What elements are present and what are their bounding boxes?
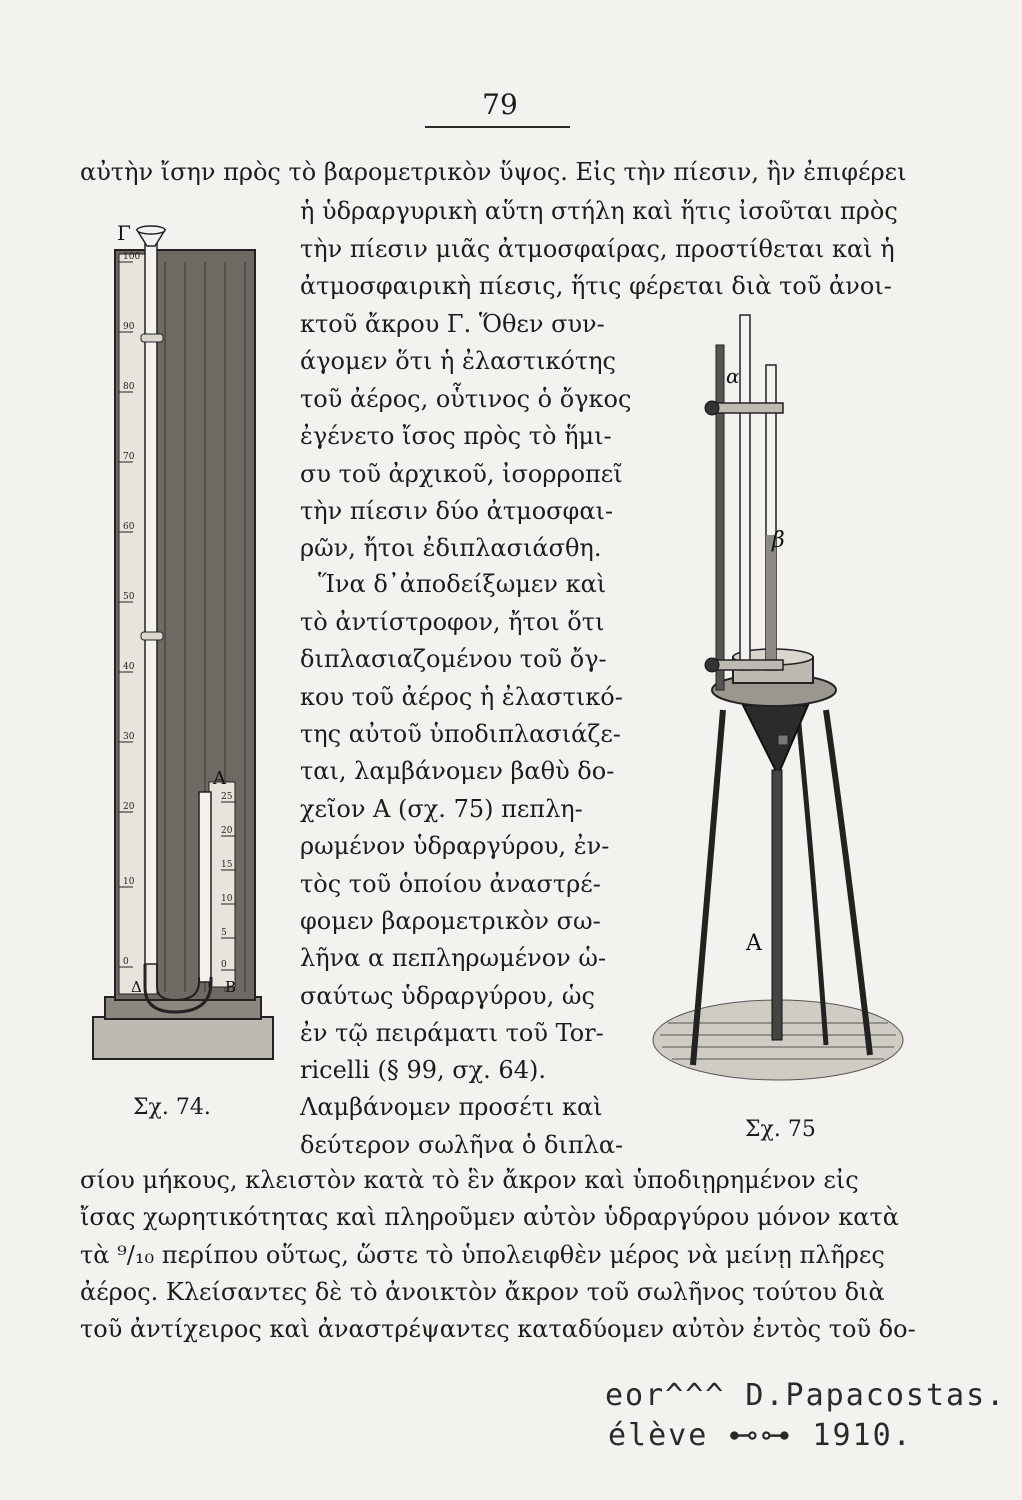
figure-75-illustration xyxy=(648,305,908,1095)
fig74-open-tube xyxy=(145,244,157,964)
fig74-label-delta: Δ xyxy=(131,978,142,996)
fig74-scale-right-label: 5 xyxy=(221,928,227,938)
figure-75-caption: Σχ. 75 xyxy=(745,1117,816,1142)
text-line: ἀτμοσφαιρικὴ πίεσις, ἥτις φέρεται διὰ τοῦ ἀνοι- xyxy=(300,272,892,300)
page-number: 79 xyxy=(482,88,518,121)
fig74-scale-left-label: 50 xyxy=(123,592,135,602)
text-line: ricelli (§ 99, σχ. 64). xyxy=(300,1056,546,1084)
text-line: τὸ ἀντίστροφον, ἤτοι ὅτι xyxy=(300,608,605,636)
fig74-label-gamma: Γ xyxy=(117,222,131,245)
fig74-scale-left-label: 90 xyxy=(123,322,135,332)
text-line: Λαμβάνομεν προσέτι καὶ xyxy=(300,1093,603,1121)
fig74-scale-right-label: 0 xyxy=(221,960,227,970)
text-line: συ τοῦ ἀρχικοῦ, ἰσορροπεῖ xyxy=(300,460,623,488)
text-line: δεύτερον σωλῆνα ὁ διπλα- xyxy=(300,1131,624,1159)
fig74-scale-left-label: 20 xyxy=(123,802,135,812)
fig74-scale-left-label: 80 xyxy=(123,382,135,392)
text-line: κτοῦ ἄκρου Γ. Ὅθεν συν- xyxy=(300,310,605,338)
fig75-leg xyxy=(798,715,826,1045)
text-line: σαύτως ὑδραργύρου, ὡς xyxy=(300,982,595,1010)
page-number-rule xyxy=(425,126,570,128)
text-line: τὴν πίεσιν μιᾶς ἀτμοσφαίρας, προστίθεται καὶ ἡ xyxy=(300,235,895,263)
text-line: χεῖον Α (σχ. 75) πεπλη- xyxy=(300,795,583,823)
fig75-label-A: Α xyxy=(746,931,762,956)
text-line: σίου μήκους, κλειστὸν κατὰ τὸ ἓν ἄκρον καὶ ὑποδιῃρημένον εἰς xyxy=(80,1166,859,1194)
fig74-label-alpha: Α xyxy=(213,768,226,789)
text-line: ἐν τῷ πειράματι τοῦ Tor- xyxy=(300,1019,604,1047)
fig75-label-alpha: α xyxy=(726,364,740,388)
fig75-stand-rod xyxy=(716,345,724,690)
text-line: κου τοῦ ἀέρος ἡ ἐλαστικό- xyxy=(300,683,623,711)
text-line: αὐτὴν ἴσην πρὸς τὸ βαρομετρικὸν ὕψος. Εἰς τὴν πίεσιν, ἣν ἐπιφέρει xyxy=(80,158,907,186)
figure-74-illustration xyxy=(85,222,285,1067)
fig74-scale-left-label: 70 xyxy=(123,452,135,462)
fig74-scale-left-label: 100 xyxy=(123,252,141,262)
fig75-label-beta: β xyxy=(772,528,785,553)
figure-74-caption: Σχ. 74. xyxy=(133,1095,211,1120)
fig75-clamp-screw xyxy=(705,401,719,415)
text-line: τοῦ ἀέρος, οὗτινος ὁ ὄγκος xyxy=(300,385,632,413)
text-line: λῆνα α πεπληρωμένον ὡ- xyxy=(300,944,607,972)
fig75-vessel-stem xyxy=(772,770,782,1040)
text-line: ρῶν, ἤτοι ἐδιπλασιάσθη. xyxy=(300,534,602,562)
text-line: τὰ ⁹/₁₀ περίπου οὕτως, ὥστε τὸ ὑπολειφθὲν μέρος νὰ μείνῃ πλῆρες xyxy=(80,1241,885,1269)
fig74-scale-left-label: 60 xyxy=(123,522,135,532)
text-line: φομεν βαρομετρικὸν σω- xyxy=(300,907,601,935)
fig74-scale-right-label: 25 xyxy=(221,792,233,802)
fig74-scale-left-label: 10 xyxy=(123,877,135,887)
fig75-clamp-screw xyxy=(705,658,719,672)
text-line: Ἵνα δ᾿ἀποδείξωμεν καὶ xyxy=(318,570,607,598)
text-line: διπλασιαζομένου τοῦ ὄγ- xyxy=(300,645,607,673)
fig74-label-beta: Β xyxy=(225,978,237,996)
text-line: ἀέρος. Κλείσαντες δὲ τὸ ἀνοικτὸν ἄκρον τοῦ σωλῆνος τούτου διὰ xyxy=(80,1278,885,1306)
fig75-tube-alpha xyxy=(740,315,750,670)
fig74-scale-left-label: 30 xyxy=(123,732,135,742)
fig74-scale-right-label: 20 xyxy=(221,826,233,836)
owner-stamp-line-2: élève ⊷⊶ 1910. xyxy=(608,1418,913,1453)
fig74-scale-right-label: 10 xyxy=(221,894,233,904)
text-line: ἴσας χωρητικότητας καὶ πληροῦμεν αὐτὸν ὑδραργύρου μόνον κατὰ xyxy=(80,1203,899,1231)
fig74-scale-left-label: 0 xyxy=(123,957,129,967)
text-line: ἡ ὑδραργυρικὴ αὕτη στήλη καὶ ἥτις ἰσοῦται πρὸς xyxy=(300,197,898,225)
fig74-right-scale xyxy=(209,782,235,987)
text-line: της αὐτοῦ ὑποδιπλασιάζε- xyxy=(300,720,621,748)
text-line: τὴν πίεσιν δύο ἀτμοσφαι- xyxy=(300,497,614,525)
fig74-clamp xyxy=(141,334,163,342)
text-line: άγομεν ὅτι ἡ ἐλαστικότης xyxy=(300,347,616,375)
owner-stamp-line-1: eor^^^ D.Papacostas. xyxy=(605,1378,1007,1413)
fig74-scale-right-label: 15 xyxy=(221,860,233,870)
text-line: τοῦ ἀντίχειρος καὶ ἀναστρέψαντες καταδύομεν αὐτὸν ἐντὸς τοῦ δο- xyxy=(80,1315,916,1343)
fig74-clamp xyxy=(141,632,163,640)
fig75-leg xyxy=(826,710,870,1055)
fig74-closed-tube xyxy=(199,792,211,982)
text-line: ἐγένετο ἴσος πρὸς τὸ ἥμι- xyxy=(300,422,612,450)
text-line: ρωμένον ὑδραργύρου, ἐν- xyxy=(300,832,610,860)
text-line: τὸς τοῦ ὁποίου ἀναστρέ- xyxy=(300,870,601,898)
text-line: ται, λαμβάνομεν βαθὺ δο- xyxy=(300,757,615,785)
fig74-base xyxy=(93,1017,273,1059)
fig74-scale-left-label: 40 xyxy=(123,662,135,672)
